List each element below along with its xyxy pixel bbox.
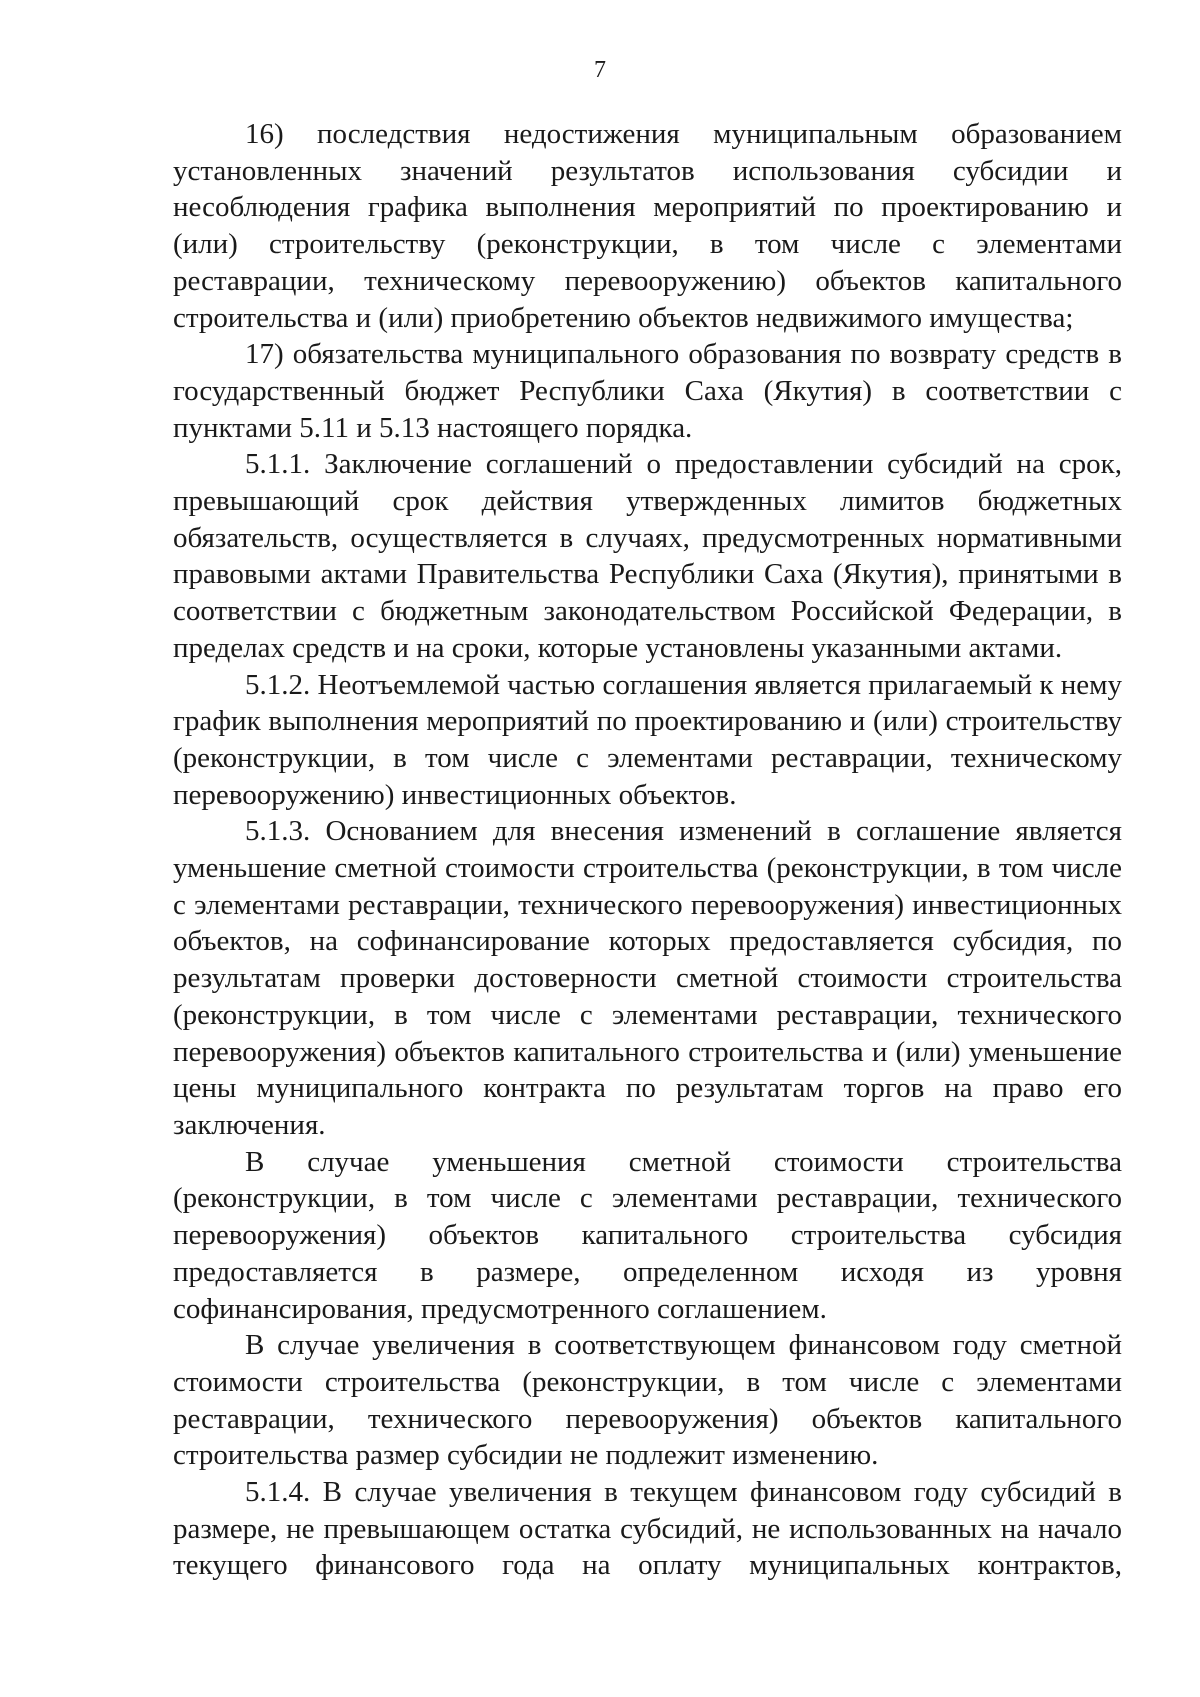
paragraph-item-16: 16) последствия недостижения муниципальным образованием установленных значений результатов использования субсидии и несоблюдения графика выполнения мероприятий по проектированию и (или) строительству (реконструкции, в том числе с элементами реставрации, техническому перевооружению) объектов капитального строительства и (или) приобретению объектов недвижимого имущества; xyxy=(173,118,1122,334)
paragraph-item-17: 17) обязательства муниципального образования по возврату средств в государственный бюджет Республики Саха (Якутия) в соответствии с пунктами 5.11 и 5.13 настоящего порядка. xyxy=(173,338,1122,444)
paragraph-cost-increase: В случае увеличения в соответствующем финансовом году сметной стоимости строительства (реконструкции, в том числе с элементами реставрации, технического перевооружения) объектов капитального строительства размер субсидии не подлежит изменению. xyxy=(173,1329,1122,1472)
paragraph-cost-decrease: В случае уменьшения сметной стоимости строительства (реконструкции, в том числе с элементами реставрации, технического перевооружения) объектов капитального строительства субсидия предоставляется в размере, определенном исходя из уровня софинансирования, предусмотренного соглашением. xyxy=(173,1145,1122,1325)
document-body xyxy=(173,116,1122,1584)
paragraph-5-1-3: 5.1.3. Основанием для внесения изменений в соглашение является уменьшение сметной стоимости строительства (реконструкции, в том числе с элементами реставрации, технического перевооружения) инвестиционных объектов, на софинансирование которых предоставляется субсидия, по результатам проверки достоверности сметной стоимости строительства (реконструкции, в том числе с элементами реставрации, технического перевооружения) объектов капитального строительства и (или) уменьшение цены муниципального контракта по результатам торгов на право его заключения. xyxy=(173,815,1122,1141)
page-number: 7 xyxy=(594,57,606,83)
paragraph-5-1-1: 5.1.1. Заключение соглашений о предоставлении субсидий на срок, превышающий срок действия утвержденных лимитов бюджетных обязательств, осуществляется в случаях, предусмотренных нормативными правовыми актами Правительства Республики Саха (Якутия), принятыми в соответствии с бюджетным законодательством Российской Федерации, в пределах средств и на сроки, которые установлены указанными актами. xyxy=(173,448,1122,664)
paragraph-5-1-2: 5.1.2. Неотъемлемой частью соглашения является прилагаемый к нему график выполнения мероприятий по проектированию и (или) строительству (реконструкции, в том числе с элементами реставрации, техническому перевооружению) инвестиционных объектов. xyxy=(173,668,1122,811)
paragraph-5-1-4: 5.1.4. В случае увеличения в текущем финансовом году субсидий в размере, не превышающем остатка субсидий, не использованных на начало текущего финансового года на оплату муниципальных контрактов, xyxy=(173,1476,1122,1582)
